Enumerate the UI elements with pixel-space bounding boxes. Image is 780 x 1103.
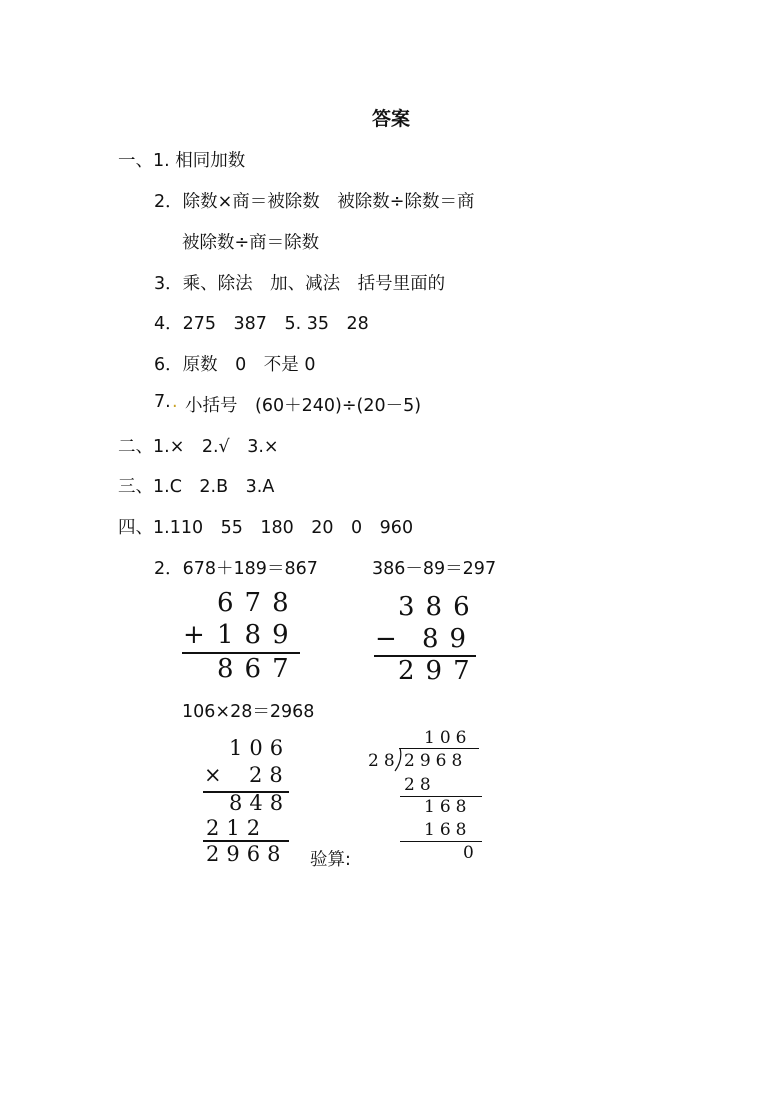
s4-q1: 四、1.110 55 180 20 0 960	[118, 518, 414, 538]
division-remainder: 0	[463, 843, 479, 863]
s1-q4-q5: 4．275 387 5. 35 28	[154, 314, 369, 334]
multiplication-partial-2: 212	[206, 816, 268, 840]
s1-q7-dot: .	[172, 392, 178, 412]
subtraction-operator: −	[375, 624, 408, 654]
multiplication-top: 106	[229, 736, 291, 760]
s1-q2-line2: 被除数÷商＝除数	[182, 233, 320, 253]
subtraction-top: 386	[398, 592, 481, 622]
division-bracket-top	[399, 748, 479, 749]
division-dividend: 2968	[404, 751, 468, 771]
multiplication-bottom: 28	[249, 763, 290, 787]
division-step-2: 168	[424, 797, 472, 817]
addition-operator: +	[183, 620, 216, 650]
s3-answers: 三、1.C 2.B 3.A	[118, 477, 275, 497]
s4-q2-subtraction: 386－89＝297	[372, 559, 497, 579]
s1-q7-number: 7.	[154, 392, 171, 412]
addition-top: 678	[217, 588, 300, 618]
s4-multiplication: 106×28＝2968	[182, 702, 315, 722]
multiplication-result: 2968	[206, 842, 288, 866]
division-step-3: 168	[424, 820, 472, 840]
s1-q7: 小括号 (60＋240)÷(20－5)	[185, 396, 422, 416]
division-bracket-curve	[394, 748, 402, 772]
division-step-1: 28	[404, 775, 436, 795]
subtraction-bottom: 89	[422, 624, 478, 654]
division-divisor: 28	[368, 751, 400, 771]
s4-q2-addition: 2．678＋189＝867	[154, 559, 318, 579]
s2-answers: 二、1.× 2.√ 3.×	[118, 437, 279, 457]
page-title: 答案	[372, 108, 411, 130]
check-label: 验算:	[310, 850, 351, 870]
s1-q1: 一、1. 相同加数	[118, 151, 246, 171]
s1-q6: 6．原数 0 不是 0	[154, 355, 316, 375]
division-quotient: 106	[424, 728, 472, 748]
s1-q3: 3．乘、除法 加、减法 括号里面的	[154, 274, 446, 294]
addition-bottom: 189	[217, 620, 300, 650]
addition-result: 867	[217, 654, 300, 684]
multiplication-operator: ×	[204, 763, 229, 787]
s1-q2-line1: 2．除数×商＝被除数 被除数÷除数＝商	[154, 192, 475, 212]
subtraction-result: 297	[398, 656, 481, 686]
multiplication-partial-1: 848	[229, 791, 291, 815]
division-rule-2	[400, 841, 482, 842]
